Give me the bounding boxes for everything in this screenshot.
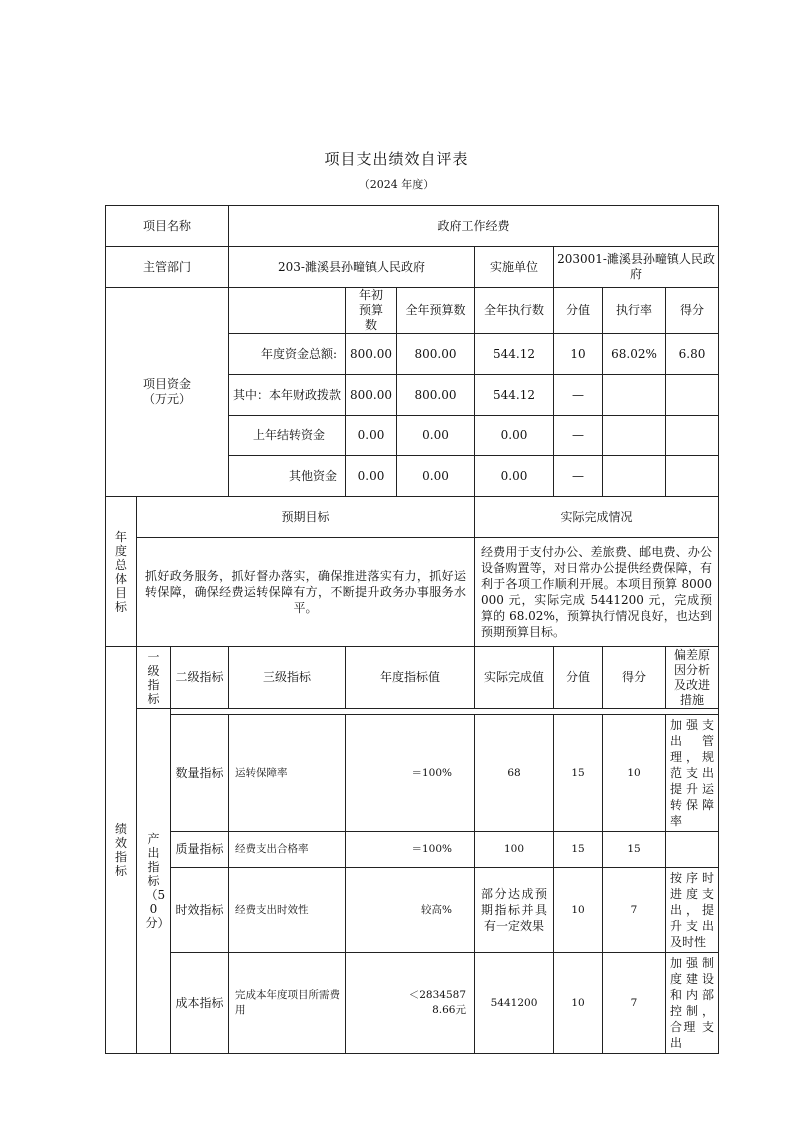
funds-row-initial: 800.00 <box>346 375 397 416</box>
indicator-level3: 经费支出时效性 <box>229 868 346 953</box>
indicator-actual: 100 <box>475 832 554 868</box>
department-row <box>106 247 719 288</box>
indicator-target: ＝100% <box>346 715 475 832</box>
impl-unit-value: 203001-濉溪县孙疃镇人民政府 <box>554 247 719 288</box>
indicators-header-level3: 三级指标 <box>229 647 346 709</box>
indicator-row <box>106 832 719 868</box>
indicator-actual: 5441200 <box>475 953 554 1054</box>
goals-header-row <box>106 497 719 538</box>
funds-row-rate <box>603 375 666 416</box>
indicator-score-value: 10 <box>554 953 603 1054</box>
funds-header-score: 得分 <box>666 288 719 334</box>
page-title: 项目支出绩效自评表 <box>324 150 469 168</box>
funds-header-annual: 全年预算数 <box>397 288 475 334</box>
funds-row-executed: 544.12 <box>475 334 554 375</box>
funds-row-rate: 68.02% <box>603 334 666 375</box>
funds-row-executed: 544.12 <box>475 375 554 416</box>
indicator-score: 10 <box>603 715 666 832</box>
goals-label-text: 年度总体目标 <box>114 529 127 614</box>
indicators-header-reason: 偏差原因分析及改进措施 <box>666 647 719 709</box>
project-name-row <box>106 206 719 247</box>
funds-header-executed: 全年执行数 <box>475 288 554 334</box>
goals-actual-header: 实际完成情况 <box>475 497 719 538</box>
funds-row-score-value: 10 <box>554 334 603 375</box>
dept-label: 主管部门 <box>106 247 229 288</box>
indicator-level2: 质量指标 <box>171 832 229 868</box>
indicator-score: 7 <box>603 868 666 953</box>
indicator-reason: 加强制度建设和内部控制，合理 支出 <box>666 953 719 1054</box>
output-group-text: 产出指标（50分） <box>145 832 170 930</box>
funds-label-text: 项目资金 （万元） <box>142 377 191 406</box>
indicators-header-target: 年度指标值 <box>346 647 475 709</box>
indicators-header-level2: 二级指标 <box>171 647 229 709</box>
indicator-target: ＝100% <box>346 832 475 868</box>
indicator-level2: 时效指标 <box>171 868 229 953</box>
indicator-row <box>106 715 719 832</box>
funds-row-executed: 0.00 <box>475 456 554 497</box>
indicator-reason: 按序时进度支出，提升支出及时性 <box>666 868 719 953</box>
project-name-value: 政府工作经费 <box>229 206 719 247</box>
funds-row-annual: 800.00 <box>397 375 475 416</box>
funds-row-executed: 0.00 <box>475 416 554 456</box>
funds-row-label: 年度资金总额: <box>229 334 346 375</box>
indicator-score-value: 15 <box>554 715 603 832</box>
funds-row-initial: 800.00 <box>346 334 397 375</box>
dept-value: 203-濉溪县孙疃镇人民政府 <box>229 247 475 288</box>
indicators-label <box>106 647 137 1054</box>
indicator-actual: 部分达成预期指标并具有一定效果 <box>475 868 554 953</box>
funds-row-label: 其中：本年财政拨款 <box>229 375 346 416</box>
goals-expected-text: 抓好政务服务，抓好督办落实，确保推进落实有力，抓好运转保障，确保经费运转保障有方，不断提升政务办事服务水平。 <box>137 538 475 647</box>
funds-row-score <box>666 416 719 456</box>
indicators-label-text: 绩效指标 <box>114 822 127 878</box>
indicators-header-row <box>106 647 719 709</box>
funds-header-row <box>106 288 719 334</box>
indicator-reason <box>666 832 719 868</box>
funds-row-score-value: — <box>554 375 603 416</box>
indicator-level3: 完成本年度项目所需费用 <box>229 953 346 1054</box>
funds-row-label: 上年结转资金 <box>229 416 346 456</box>
funds-header-rate: 执行率 <box>603 288 666 334</box>
funds-row-initial: 0.00 <box>346 456 397 497</box>
funds-row-score <box>666 375 719 416</box>
indicator-row <box>106 953 719 1054</box>
indicator-score-value: 10 <box>554 868 603 953</box>
indicator-actual: 68 <box>475 715 554 832</box>
indicator-reason: 加强支出管理，规范支出提升运转保障率 <box>666 715 719 832</box>
indicators-header-actual: 实际完成值 <box>475 647 554 709</box>
indicator-score: 7 <box>603 953 666 1054</box>
page-subtitle: （2024 年度） <box>358 178 435 191</box>
indicator-level2: 数量指标 <box>171 715 229 832</box>
funds-header-score-value: 分值 <box>554 288 603 334</box>
indicators-header-level1 <box>137 647 171 709</box>
goals-content-row <box>106 538 719 647</box>
performance-table <box>105 205 719 1054</box>
output-group-label <box>137 709 171 1054</box>
funds-row-score: 6.80 <box>666 334 719 375</box>
funds-header-initial: 年初预算数 <box>346 288 397 334</box>
funds-row-rate <box>603 456 666 497</box>
indicator-level3: 运转保障率 <box>229 715 346 832</box>
funds-header-blank <box>229 288 346 334</box>
goals-label <box>106 497 137 647</box>
indicator-level2: 成本指标 <box>171 953 229 1054</box>
funds-row-initial: 0.00 <box>346 416 397 456</box>
indicator-score: 15 <box>603 832 666 868</box>
funds-row-score <box>666 456 719 497</box>
indicator-row <box>106 868 719 953</box>
funds-row-annual: 0.00 <box>397 456 475 497</box>
funds-label <box>106 288 229 497</box>
goals-expected-header: 预期目标 <box>137 497 475 538</box>
indicators-header-score: 得分 <box>603 647 666 709</box>
project-name-label: 项目名称 <box>106 206 229 247</box>
funds-row-label: 其他资金 <box>229 456 346 497</box>
level1-header-text: 一级指标 <box>147 649 160 706</box>
indicator-target: 较高% <box>346 868 475 953</box>
funds-row-annual: 800.00 <box>397 334 475 375</box>
goals-actual-text: 经费用于支付办公、差旅费、邮电费、办公设备购置等，对日常办公提供经费保障，有利于各项工作顺利开展。本项目预算 8000000 元，实际完成 5441200 元，完成预算的 68.02%，预算执行情况良好，也达到预期预算目标。 <box>475 538 719 647</box>
indicator-score-value: 15 <box>554 832 603 868</box>
funds-row-score-value: — <box>554 416 603 456</box>
funds-row-annual: 0.00 <box>397 416 475 456</box>
funds-row-score-value: — <box>554 456 603 497</box>
indicator-target: ＜28345878.66元 <box>346 953 475 1054</box>
indicators-header-score-value: 分值 <box>554 647 603 709</box>
indicator-level3: 经费支出合格率 <box>229 832 346 868</box>
impl-unit-label: 实施单位 <box>475 247 554 288</box>
funds-row-rate <box>603 416 666 456</box>
